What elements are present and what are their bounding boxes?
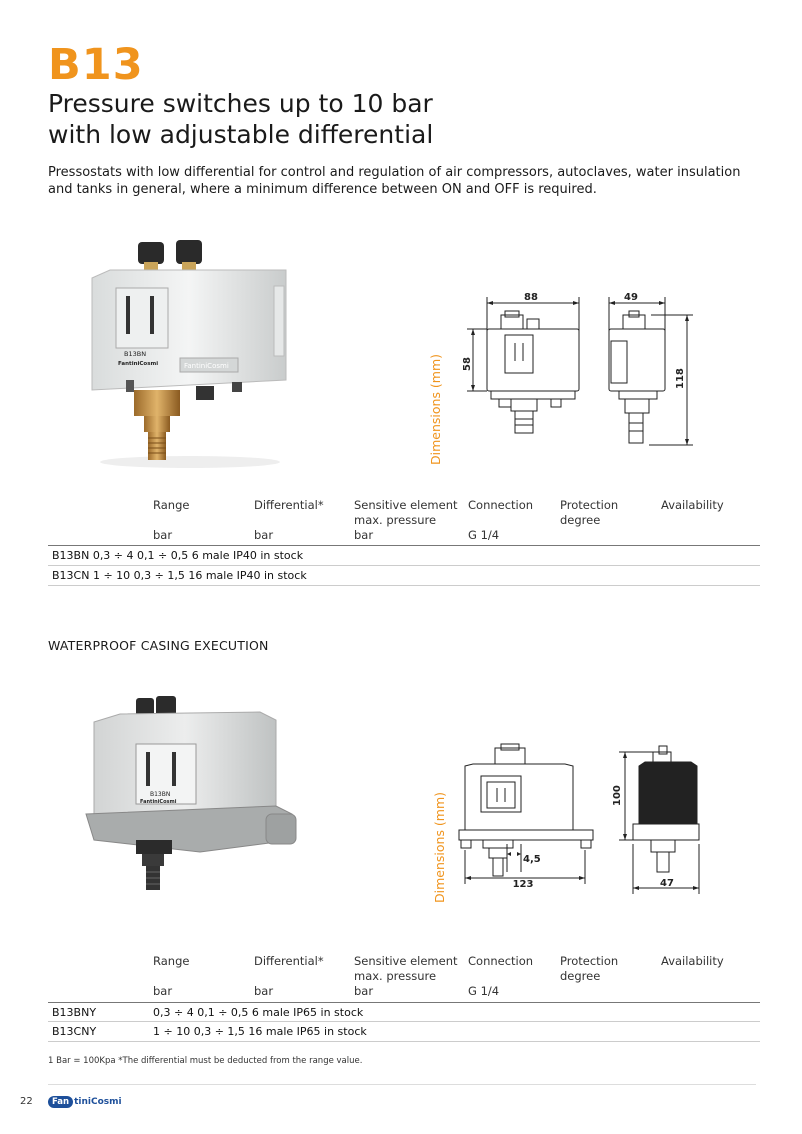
dimensions-label-1: Dimensions (mm) (428, 353, 443, 465)
table1-header-protection (560, 498, 618, 528)
page-number: 22 (20, 1096, 33, 1107)
dim-height-body: 58 (462, 357, 473, 371)
table2-header-sensitive-line2: max. pressure (354, 969, 437, 983)
section-title-waterproof: WATERPROOF CASING EXECUTION (48, 638, 269, 653)
face-brand-label: FantiniCosmi (118, 361, 159, 367)
table1-unit-differential: bar (254, 528, 274, 542)
table1-row-divider (48, 565, 760, 566)
dim-width-front-2: 123 (512, 879, 534, 890)
table1-header-sensitive-line2: max. pressure (354, 513, 437, 527)
table2-top-rule (48, 1002, 760, 1003)
table1-header-connection: Connection (468, 498, 534, 512)
table2-unit-differential: bar (254, 984, 274, 998)
dim-gap: 4,5 (523, 854, 541, 865)
dim-width-side-2: 47 (660, 878, 674, 889)
brand-logo (48, 1093, 122, 1111)
table2-unit-connection: G 1/4 (468, 984, 500, 998)
table1-header-availability: Availability (661, 498, 724, 512)
table1-header-sensitive-line1: Sensitive element (354, 498, 458, 512)
table2-header-differential: Differential* (254, 954, 324, 968)
dimension-drawing-2 (455, 740, 725, 900)
dim-height-total-2: 100 (612, 785, 623, 806)
title-line-2: with low adjustable differential (48, 120, 434, 149)
table1-top-rule (48, 545, 760, 546)
table2-header-sensitive-line1: Sensitive element (354, 954, 458, 968)
table1-unit-sensitive: bar (354, 528, 374, 542)
badge-label: FantiniCosmi (184, 362, 229, 370)
table2-bottom-rule (48, 1041, 760, 1042)
table2-row-divider (48, 1021, 760, 1022)
table1-bottom-rule (48, 585, 760, 586)
page-title (48, 88, 433, 150)
footnote: 1 Bar = 100Kpa *The differential must be deducted from the range value. (48, 1056, 363, 1066)
table1-row: B13CN 1 ÷ 10 0,3 ÷ 1,5 16 male IP40 in stock (52, 569, 307, 582)
table1-unit-connection: G 1/4 (468, 528, 500, 542)
table2-unit-sensitive: bar (354, 984, 374, 998)
dim-width-side: 49 (624, 292, 638, 303)
product-code: B13 (48, 40, 144, 90)
table2-unit-range: bar (153, 984, 173, 998)
table1-header-range: Range (153, 498, 190, 512)
table2-header-range: Range (153, 954, 190, 968)
face2-brand-label: FantiniCosmi (140, 799, 177, 805)
dimension-drawing-1 (455, 285, 705, 455)
table1-header-differential: Differential* (254, 498, 324, 512)
brand-logo-text: tiniCosmi (74, 1097, 122, 1107)
footer-rule (48, 1084, 756, 1085)
table2-header-availability: Availability (661, 954, 724, 968)
table2-header-connection: Connection (468, 954, 534, 968)
table2-header-protection-line1: Protection (560, 954, 619, 968)
table2-row: 1 ÷ 10 0,3 ÷ 1,5 16 male IP65 in stock (153, 1025, 367, 1038)
table2-header-sensitive (354, 954, 458, 984)
table2-row: 0,3 ÷ 4 0,1 ÷ 0,5 6 male IP65 in stock (153, 1006, 364, 1019)
table1-header-protection-line2: degree (560, 513, 601, 527)
title-line-1: Pressure switches up to 10 bar (48, 89, 433, 118)
table2-header-protection-line2: degree (560, 969, 601, 983)
dim-width-front: 88 (524, 292, 538, 303)
dimensions-label-2: Dimensions (mm) (432, 791, 447, 903)
table2-row-code: B13BNY (52, 1006, 97, 1019)
table2-header-protection (560, 954, 618, 984)
table1-unit-range: bar (153, 528, 173, 542)
dim-height-total: 118 (675, 368, 686, 389)
face-model-label: B13BN (124, 350, 147, 358)
table1-header-protection-line1: Protection (560, 498, 619, 512)
intro-paragraph: Pressostats with low differential for control and regulation of air compressors, autoclaves, water insulation and tanks in general, where a minimum difference between ON and OFF is required. (48, 165, 741, 197)
product-photo-b13 (80, 230, 300, 470)
face2-model-label: B13BN (150, 791, 171, 798)
brand-logo-prefix: Fan (48, 1096, 73, 1108)
product-photo-waterproof (80, 690, 310, 910)
table2-row-code: B13CNY (52, 1025, 97, 1038)
table1-row: B13BN 0,3 ÷ 4 0,1 ÷ 0,5 6 male IP40 in stock (52, 549, 304, 562)
table1-header-sensitive (354, 498, 458, 528)
